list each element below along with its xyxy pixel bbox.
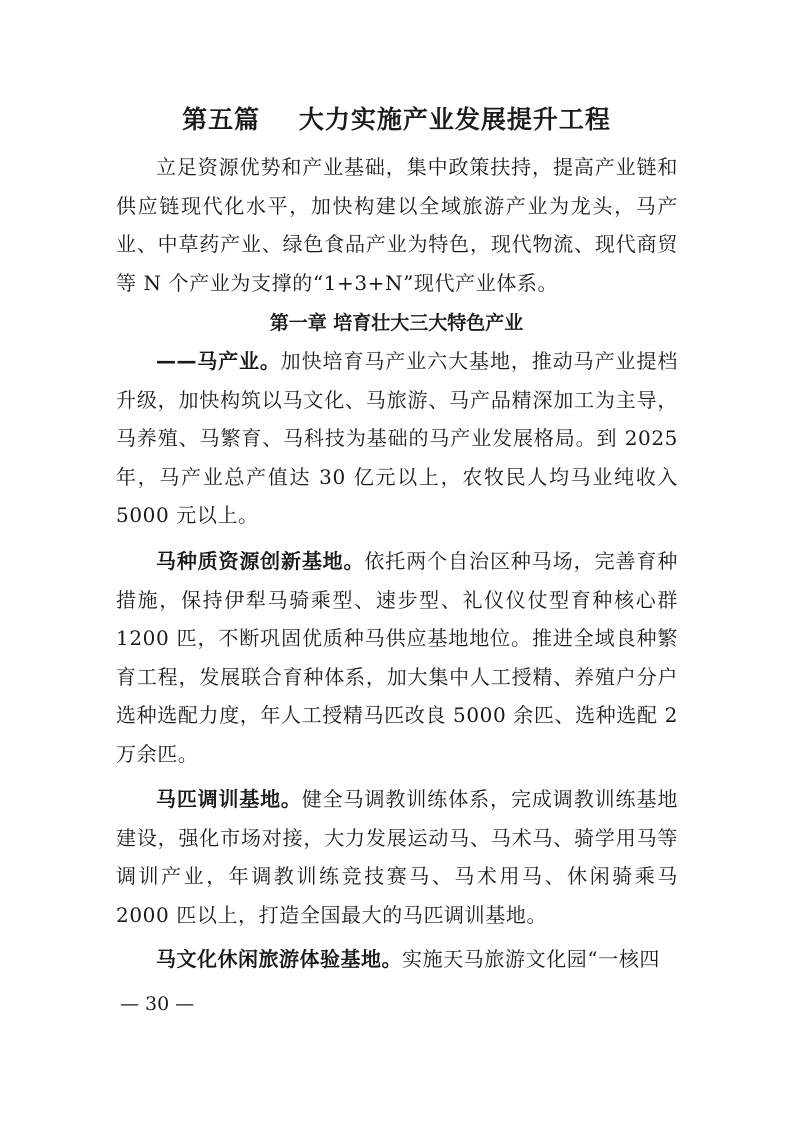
section-culture-tourism-base [116, 940, 678, 979]
intro-block [116, 148, 678, 302]
intro-paragraph: 立足资源优势和产业基础，集中政策扶持，提高产业链和供应链现代化水平，加快构建以全域旅游产业为龙头，马产业、中草药产业、绿色食品产业为特色，现代物流、现代商贸等 N 个产业为支撑的“1+3+N”现代产业体系。 [116, 155, 678, 295]
page-number: — 30 — [120, 993, 195, 1015]
section-lead: 马文化休闲旅游体验基地。 [156, 947, 402, 971]
section-lead: 马种质资源创新基地。 [156, 549, 365, 573]
section-lead: ——马产业。 [156, 349, 281, 373]
section-paragraph [116, 542, 678, 773]
section-body: 实施天马旅游文化园“一核四 [402, 947, 661, 971]
section-paragraph [116, 342, 678, 535]
section-paragraph [116, 940, 678, 979]
chapter-title: 第一章 培育壮大三大特色产业 [269, 312, 524, 334]
section-lead: 马匹调训基地。 [156, 787, 302, 811]
section-training-base [116, 780, 678, 934]
section-body: 加快培育马产业六大基地，推动马产业提档升级，加快构筑以马文化、马旅游、马产品精深加工为主导，马养殖、马繁育、马科技为基础的马产业发展格局。到 2025 年，马产业总产值达 30 亿元以上，农牧民人均马业纯收入 5000 元以上。 [116, 349, 678, 527]
section-body: 依托两个自治区种马场，完善育种措施，保持伊犁马骑乘型、速步型、礼仪仪仗型育种核心群 1200 匹，不断巩固优质种马供应基地地位。推进全域良种繁育工程，发展联合育种体系，加大集中人工授精、养殖户分户选种选配力度，年人工授精马匹改良 5000 余匹、选种选配 2 万余匹。 [116, 549, 679, 766]
section-paragraph [116, 780, 678, 934]
section-horse-industry [116, 342, 678, 535]
section-body: 健全马调教训练体系，完成调教训练基地建设，强化市场对接，大力发展运动马、马术马、骑学用马等调训产业，年调教训练竞技赛马、马术用马、休闲骑乘马 2000 匹以上，打造全国最大的马匹调训基地。 [116, 787, 678, 927]
section-germplasm-base [116, 542, 678, 773]
part-title: 第五篇 大力实施产业发展提升工程 [182, 105, 611, 134]
